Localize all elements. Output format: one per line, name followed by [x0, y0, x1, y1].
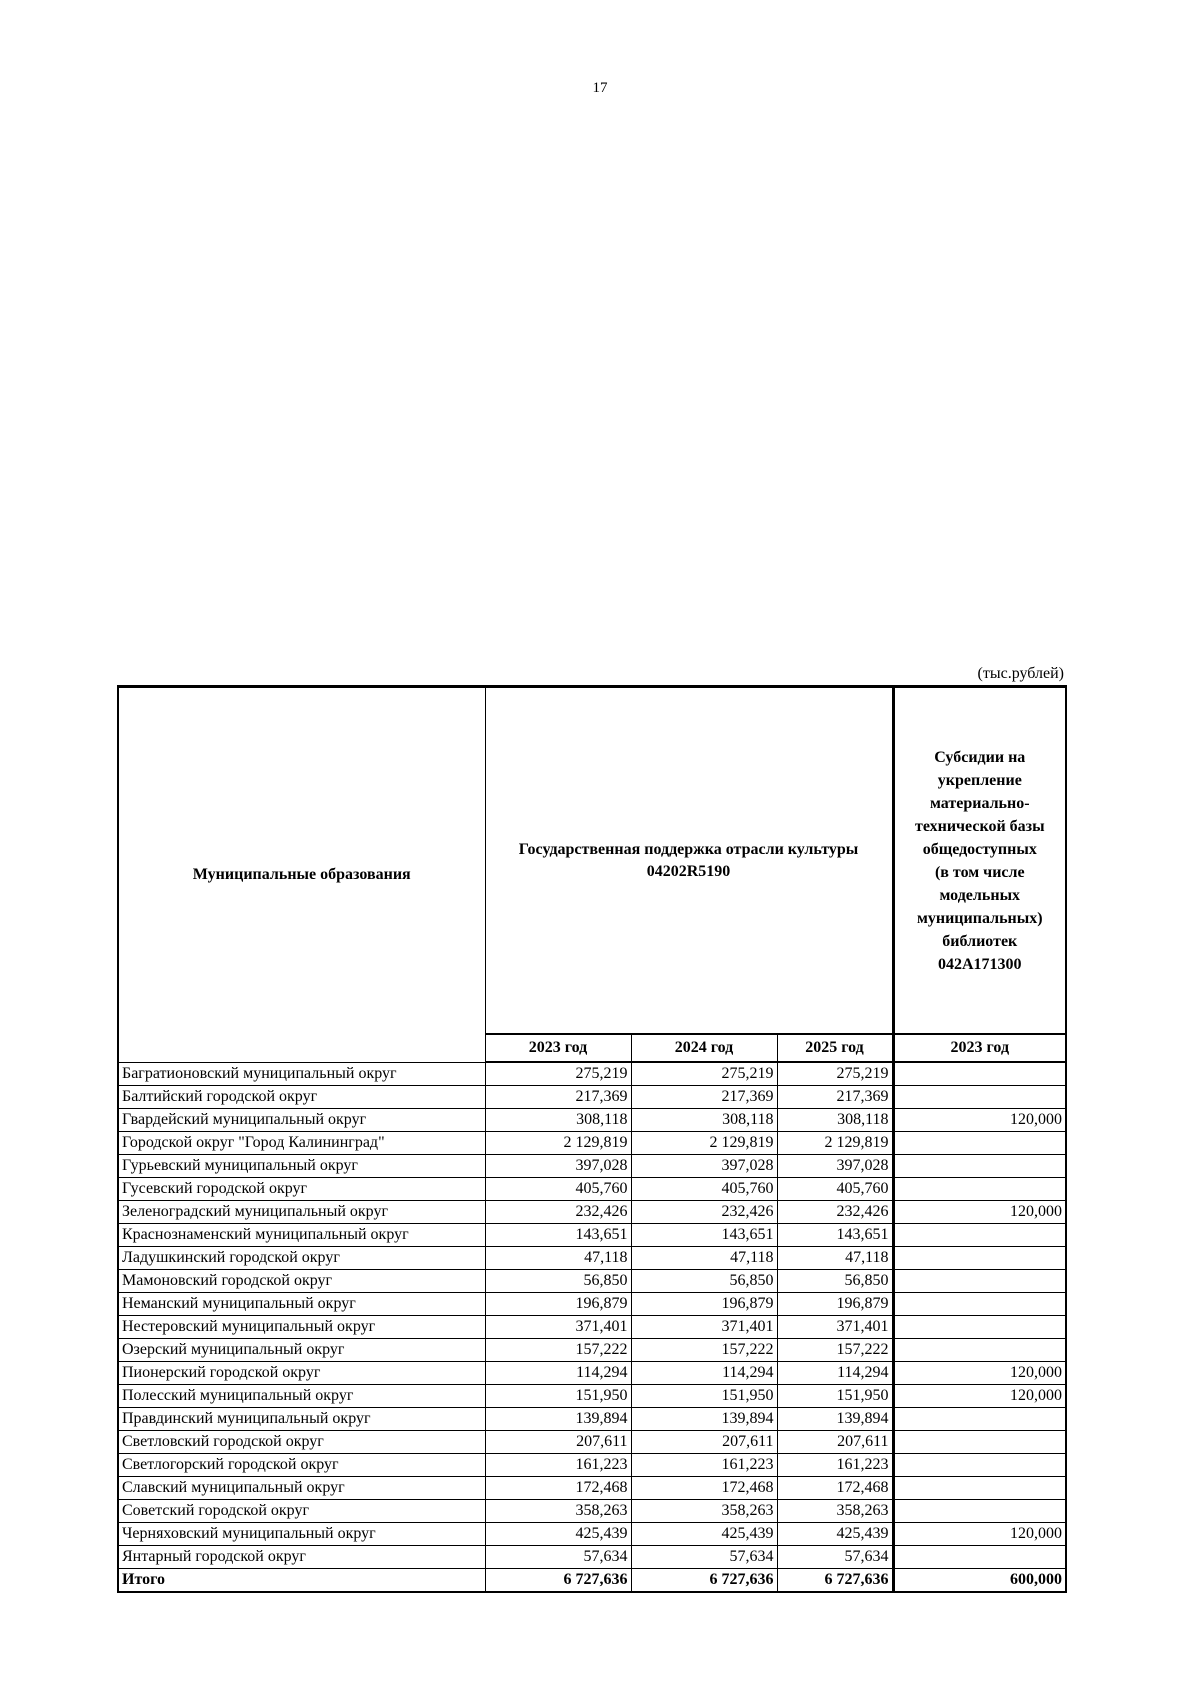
- value-2023: 157,222: [485, 1339, 631, 1362]
- value-2025: 371,401: [777, 1316, 893, 1339]
- table-row: [118, 1316, 1066, 1339]
- library-subsidy-2023: [893, 1132, 1066, 1155]
- value-2025: 232,426: [777, 1201, 893, 1224]
- library-subsidy-2023: [893, 1062, 1066, 1086]
- value-2025: 47,118: [777, 1247, 893, 1270]
- value-2025: 196,879: [777, 1293, 893, 1316]
- library-subsidy-header-line: модельных: [939, 886, 1021, 904]
- table-row: [118, 1477, 1066, 1500]
- value-2023: 56,850: [485, 1270, 631, 1293]
- culture-support-header: [485, 687, 893, 1035]
- value-2024: 308,118: [631, 1109, 777, 1132]
- value-2024: 405,760: [631, 1178, 777, 1201]
- value-2025: 405,760: [777, 1178, 893, 1201]
- municipalities-header: Муниципальные образования: [118, 687, 485, 1063]
- municipality-name: Городской округ "Город Калининград": [118, 1132, 485, 1155]
- value-2025: 114,294: [777, 1362, 893, 1385]
- library-subsidy-header-line: общедоступных: [922, 840, 1037, 858]
- table-row: [118, 1500, 1066, 1523]
- municipality-name: Багратионовский муниципальный округ: [118, 1062, 485, 1086]
- library-subsidy-2023: [893, 1086, 1066, 1109]
- value-2023: 397,028: [485, 1155, 631, 1178]
- library-subsidy-2023: [893, 1293, 1066, 1316]
- value-2024: 161,223: [631, 1454, 777, 1477]
- table-row: [118, 1224, 1066, 1247]
- value-2025: 217,369: [777, 1086, 893, 1109]
- municipality-name: Балтийский городской округ: [118, 1086, 485, 1109]
- library-subsidy-2023: 120,000: [893, 1385, 1066, 1408]
- library-subsidy-header-line: 042A171300: [938, 955, 1022, 973]
- table-row: [118, 1109, 1066, 1132]
- library-subsidy-2023: [893, 1178, 1066, 1201]
- value-2024: 57,634: [631, 1546, 777, 1569]
- value-2023: 232,426: [485, 1201, 631, 1224]
- culture-support-code: 04202R5190: [646, 862, 731, 880]
- value-2023: 114,294: [485, 1362, 631, 1385]
- value-2023: 207,611: [485, 1431, 631, 1454]
- value-2025: 157,222: [777, 1339, 893, 1362]
- library-subsidy-header-line: Субсидии на: [934, 748, 1026, 766]
- value-2023: 275,219: [485, 1062, 631, 1086]
- municipality-name: Советский городской округ: [118, 1500, 485, 1523]
- value-2023: 6 727,636: [485, 1569, 631, 1593]
- municipality-name: Озерский муниципальный округ: [118, 1339, 485, 1362]
- table-row: [118, 1431, 1066, 1454]
- value-2025: 56,850: [777, 1270, 893, 1293]
- library-subsidy-2023: [893, 1408, 1066, 1431]
- unit-note: (тыс.рублей): [977, 665, 1064, 682]
- value-2023: 425,439: [485, 1523, 631, 1546]
- value-2025: 139,894: [777, 1408, 893, 1431]
- table-row: [118, 1201, 1066, 1224]
- library-subsidy-2023: [893, 1500, 1066, 1523]
- municipality-name: Светловский городской округ: [118, 1431, 485, 1454]
- library-subsidy-2023: [893, 1546, 1066, 1569]
- table-row: [118, 1362, 1066, 1385]
- table-row: [118, 1270, 1066, 1293]
- value-2025: 172,468: [777, 1477, 893, 1500]
- value-2025: 358,263: [777, 1500, 893, 1523]
- value-2023: 196,879: [485, 1293, 631, 1316]
- value-2025: 57,634: [777, 1546, 893, 1569]
- value-2023: 139,894: [485, 1408, 631, 1431]
- municipality-name: Неманский муниципальный округ: [118, 1293, 485, 1316]
- table-row: [118, 1178, 1066, 1201]
- municipality-name: Славский муниципальный округ: [118, 1477, 485, 1500]
- value-2024: 275,219: [631, 1062, 777, 1086]
- value-2025: 6 727,636: [777, 1569, 893, 1593]
- value-2024: 139,894: [631, 1408, 777, 1431]
- library-subsidy-header-line: технической базы: [914, 817, 1045, 835]
- library-subsidy-2023: [893, 1270, 1066, 1293]
- value-2023: 2 129,819: [485, 1132, 631, 1155]
- table-row: [118, 1454, 1066, 1477]
- library-subsidy-2023: [893, 1247, 1066, 1270]
- total-row: [118, 1569, 1066, 1593]
- value-2024: 207,611: [631, 1431, 777, 1454]
- culture-support-title: Государственная поддержка отрасли культуры: [518, 840, 859, 858]
- value-2024: 371,401: [631, 1316, 777, 1339]
- municipality-name: Черняховский муниципальный округ: [118, 1523, 485, 1546]
- value-2023: 405,760: [485, 1178, 631, 1201]
- value-2024: 6 727,636: [631, 1569, 777, 1593]
- library-subsidy-2023: [893, 1477, 1066, 1500]
- municipality-name: Пионерский городской округ: [118, 1362, 485, 1385]
- table-row: [118, 1132, 1066, 1155]
- municipality-name: Зеленоградский муниципальный округ: [118, 1201, 485, 1224]
- library-subsidy-header-line: укрепление: [937, 771, 1022, 789]
- library-subsidy-2023: [893, 1224, 1066, 1247]
- table-row: [118, 1546, 1066, 1569]
- table-row: [118, 1293, 1066, 1316]
- value-2024: 397,028: [631, 1155, 777, 1178]
- value-2023: 358,263: [485, 1500, 631, 1523]
- library-subsidy-2023: 120,000: [893, 1523, 1066, 1546]
- municipality-name: Ладушкинский городской округ: [118, 1247, 485, 1270]
- table-row: [118, 1408, 1066, 1431]
- library-subsidy-2023: [893, 1316, 1066, 1339]
- library-subsidy-2023: [893, 1431, 1066, 1454]
- table-row: [118, 1385, 1066, 1408]
- value-2024: 232,426: [631, 1201, 777, 1224]
- value-2024: 157,222: [631, 1339, 777, 1362]
- value-2024: 196,879: [631, 1293, 777, 1316]
- value-2024: 143,651: [631, 1224, 777, 1247]
- value-2024: 2 129,819: [631, 1132, 777, 1155]
- value-2024: 151,950: [631, 1385, 777, 1408]
- value-2023: 143,651: [485, 1224, 631, 1247]
- value-2024: 358,263: [631, 1500, 777, 1523]
- value-2024: 114,294: [631, 1362, 777, 1385]
- value-2025: 143,651: [777, 1224, 893, 1247]
- table-row: [118, 1155, 1066, 1178]
- table-row: [118, 1086, 1066, 1109]
- municipality-name: Правдинский муниципальный округ: [118, 1408, 485, 1431]
- year-header-2023: 2023 год: [485, 1034, 631, 1062]
- value-2025: 425,439: [777, 1523, 893, 1546]
- municipality-name: Нестеровский муниципальный округ: [118, 1316, 485, 1339]
- table-row: [118, 1247, 1066, 1270]
- library-subsidy-header-line: библиотек: [942, 932, 1018, 950]
- municipality-name: Светлогорский городской округ: [118, 1454, 485, 1477]
- value-2024: 172,468: [631, 1477, 777, 1500]
- value-2025: 308,118: [777, 1109, 893, 1132]
- table-row: [118, 1523, 1066, 1546]
- value-2024: 217,369: [631, 1086, 777, 1109]
- library-subsidy-2023: 120,000: [893, 1109, 1066, 1132]
- library-subsidy-2023: [893, 1454, 1066, 1477]
- municipality-name: Полесский муниципальный округ: [118, 1385, 485, 1408]
- value-2023: 308,118: [485, 1109, 631, 1132]
- library-year-header-2023: 2023 год: [893, 1034, 1066, 1062]
- library-subsidy-header-line: муниципальных): [916, 909, 1043, 927]
- municipality-name: Итого: [118, 1569, 485, 1593]
- municipality-name: Гвардейский муниципальный округ: [118, 1109, 485, 1132]
- municipality-name: Янтарный городской округ: [118, 1546, 485, 1569]
- year-header-2024: 2024 год: [631, 1034, 777, 1062]
- year-header-2025: 2025 год: [777, 1034, 893, 1062]
- table-row: [118, 1062, 1066, 1086]
- value-2025: 275,219: [777, 1062, 893, 1086]
- value-2024: 56,850: [631, 1270, 777, 1293]
- library-subsidy-2023: 120,000: [893, 1362, 1066, 1385]
- municipality-name: Гурьевский муниципальный округ: [118, 1155, 485, 1178]
- value-2023: 161,223: [485, 1454, 631, 1477]
- value-2023: 57,634: [485, 1546, 631, 1569]
- library-subsidy-2023: 120,000: [893, 1201, 1066, 1224]
- value-2024: 425,439: [631, 1523, 777, 1546]
- municipality-name: Краснознаменский муниципальный округ: [118, 1224, 485, 1247]
- subsidy-table: [117, 685, 1067, 1593]
- library-subsidy-2023: [893, 1155, 1066, 1178]
- value-2025: 207,611: [777, 1431, 893, 1454]
- value-2025: 151,950: [777, 1385, 893, 1408]
- library-subsidy-header-line: материально-: [929, 794, 1030, 812]
- library-subsidy-header-line: (в том числе: [934, 863, 1025, 881]
- library-subsidy-2023: [893, 1339, 1066, 1362]
- value-2025: 161,223: [777, 1454, 893, 1477]
- value-2025: 2 129,819: [777, 1132, 893, 1155]
- value-2023: 47,118: [485, 1247, 631, 1270]
- value-2023: 217,369: [485, 1086, 631, 1109]
- municipality-name: Мамоновский городской округ: [118, 1270, 485, 1293]
- municipality-name: Гусевский городской округ: [118, 1178, 485, 1201]
- value-2024: 47,118: [631, 1247, 777, 1270]
- table-row: [118, 1339, 1066, 1362]
- library-subsidy-header: [893, 687, 1066, 1035]
- value-2023: 151,950: [485, 1385, 631, 1408]
- value-2025: 397,028: [777, 1155, 893, 1178]
- library-subsidy-2023: 600,000: [893, 1569, 1066, 1593]
- value-2023: 172,468: [485, 1477, 631, 1500]
- value-2023: 371,401: [485, 1316, 631, 1339]
- page-number: 17: [592, 80, 608, 96]
